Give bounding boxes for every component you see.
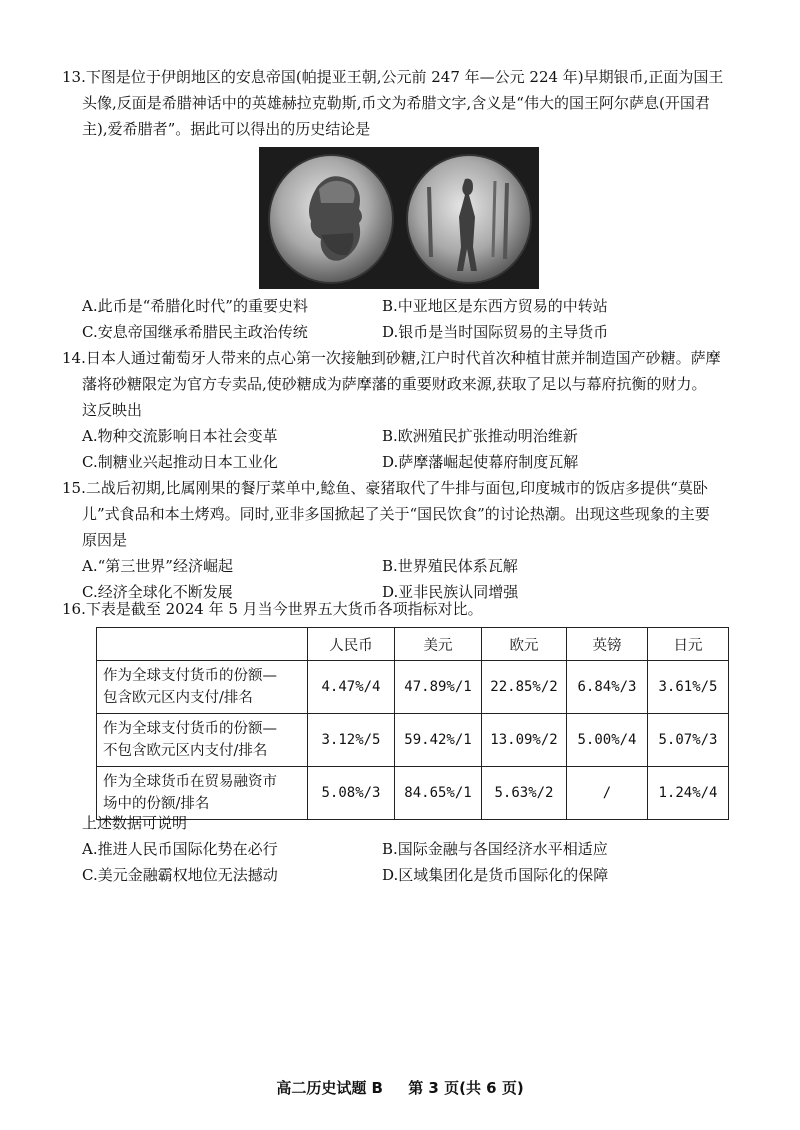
row-label xyxy=(97,661,308,714)
q15-line-2: 儿”式食品和本土烤鸡。同时,亚非多国掀起了关于“国民饮食”的讨论热潮。出现这些现象的主要 xyxy=(82,505,710,523)
q16-option-b[interactable]: B.国际金融与各国经济水平相适应 xyxy=(382,840,608,858)
table-header-row xyxy=(97,628,729,661)
table-cell: 5.00%/4 xyxy=(567,714,648,767)
row-label-line: 场中的份额/排名 xyxy=(103,796,210,812)
q14-option-c[interactable]: C.制糖业兴起推动日本工业化 xyxy=(82,453,278,471)
q16-option-d[interactable]: D.区域集团化是货币国际化的保障 xyxy=(382,866,609,884)
table-cell: 5.63%/2 xyxy=(482,767,567,820)
table-cell: 4.47%/4 xyxy=(308,661,395,714)
table-header-cell: 英镑 xyxy=(567,628,648,661)
q16-option-c[interactable]: C.美元金融霸权地位无法撼动 xyxy=(82,866,278,884)
q13-line-2: 头像,反面是希腊神话中的英雄赫拉克勒斯,币文为希腊文字,含义是“伟大的国王阿尔萨息(开国君 xyxy=(82,94,710,112)
table-header-cell: 人民币 xyxy=(308,628,395,661)
table-cell: 59.42%/1 xyxy=(395,714,482,767)
q14-line-1: 14.日本人通过葡萄牙人带来的点心第一次接触到砂糖,江户时代首次种植甘蔗并制造国产砂糖。萨摩 xyxy=(62,349,721,367)
table-row xyxy=(97,661,729,714)
row-label-line: 作为全球支付货币的份额— xyxy=(103,721,277,737)
q16-option-a[interactable]: A.推进人民币国际化势在必行 xyxy=(82,840,278,858)
row-label-line: 不包含欧元区内支付/排名 xyxy=(103,743,268,759)
row-label-line: 包含欧元区内支付/排名 xyxy=(103,690,253,706)
q14-option-a[interactable]: A.物种交流影响日本社会变革 xyxy=(82,427,278,445)
q15-line-3: 原因是 xyxy=(82,531,128,549)
q16-stem: 16.下表是截至 2024 年 5 月当今世界五大货币各项指标对比。 xyxy=(62,600,483,618)
q15-option-d[interactable]: D.亚非民族认同增强 xyxy=(382,583,519,601)
table-cell: 5.07%/3 xyxy=(648,714,729,767)
q13-option-a[interactable]: A.此币是“希腊化时代”的重要史料 xyxy=(82,297,308,315)
table-cell: 84.65%/1 xyxy=(395,767,482,820)
q15-option-a[interactable]: A.“第三世界”经济崛起 xyxy=(82,557,233,575)
q13-option-d[interactable]: D.银币是当时国际贸易的主导货币 xyxy=(382,323,609,341)
question-15 xyxy=(62,475,742,605)
q14-line-2: 藩将砂糖限定为官方专卖品,使砂糖成为萨摩藩的重要财政来源,获取了足以与幕府抗衡的财力。 xyxy=(82,375,707,393)
question-16 xyxy=(62,596,742,622)
q15-option-c[interactable]: C.经济全球化不断发展 xyxy=(82,583,233,601)
question-14 xyxy=(62,345,742,475)
coin-reverse xyxy=(407,155,531,283)
footer-page-number: 第 3 页(共 6 页) xyxy=(408,1079,524,1097)
table-cell: 1.24%/4 xyxy=(648,767,729,820)
table-header-cell: 欧元 xyxy=(482,628,567,661)
q13-options xyxy=(62,293,742,345)
q14-option-b[interactable]: B.欧洲殖民扩张推动明治维新 xyxy=(382,427,578,445)
q14-line-3: 这反映出 xyxy=(82,401,143,419)
table-cell: 13.09%/2 xyxy=(482,714,567,767)
table-header-cell: 日元 xyxy=(648,628,729,661)
coin-photo xyxy=(259,147,539,289)
table-cell: 3.12%/5 xyxy=(308,714,395,767)
table-cell: / xyxy=(567,767,648,820)
table-cell: 22.85%/2 xyxy=(482,661,567,714)
coin-illustration xyxy=(259,147,539,289)
row-label-line: 作为全球支付货币的份额— xyxy=(103,668,277,684)
table-cell: 3.61%/5 xyxy=(648,661,729,714)
table-cell: 6.84%/3 xyxy=(567,661,648,714)
q15-option-b[interactable]: B.世界殖民体系瓦解 xyxy=(382,557,518,575)
q14-option-d[interactable]: D.萨摩藩崛起使幕府制度瓦解 xyxy=(382,453,579,471)
q16-after-text: 上述数据可说明 xyxy=(82,814,188,832)
table-row xyxy=(97,714,729,767)
footer-subject: 高二历史试题 B xyxy=(276,1079,383,1097)
q16-after xyxy=(62,810,742,888)
table-cell: 47.89%/1 xyxy=(395,661,482,714)
table-header-cell: 美元 xyxy=(395,628,482,661)
page-footer xyxy=(0,1077,800,1098)
currency-table xyxy=(96,627,729,820)
row-label xyxy=(97,714,308,767)
q15-line-1: 15.二战后初期,比属刚果的餐厅菜单中,鲶鱼、豪猪取代了牛排与面包,印度城市的饭店多提供“莫卧 xyxy=(62,479,708,497)
row-label-line: 作为全球货币在贸易融资市 xyxy=(103,774,277,790)
q13-line-3: 主),爱希腊者”。据此可以得出的历史结论是 xyxy=(82,120,371,138)
q13-option-b[interactable]: B.中亚地区是东西方贸易的中转站 xyxy=(382,297,608,315)
table-cell: 5.08%/3 xyxy=(308,767,395,820)
question-13 xyxy=(62,64,742,142)
q13-option-c[interactable]: C.安息帝国继承希腊民主政治传统 xyxy=(82,323,308,341)
q13-line-1: 13.下图是位于伊朗地区的安息帝国(帕提亚王朝,公元前 247 年—公元 224 年)早期银币,正面为国王 xyxy=(62,68,724,86)
table-header-cell xyxy=(97,628,308,661)
coin-obverse xyxy=(269,155,393,283)
